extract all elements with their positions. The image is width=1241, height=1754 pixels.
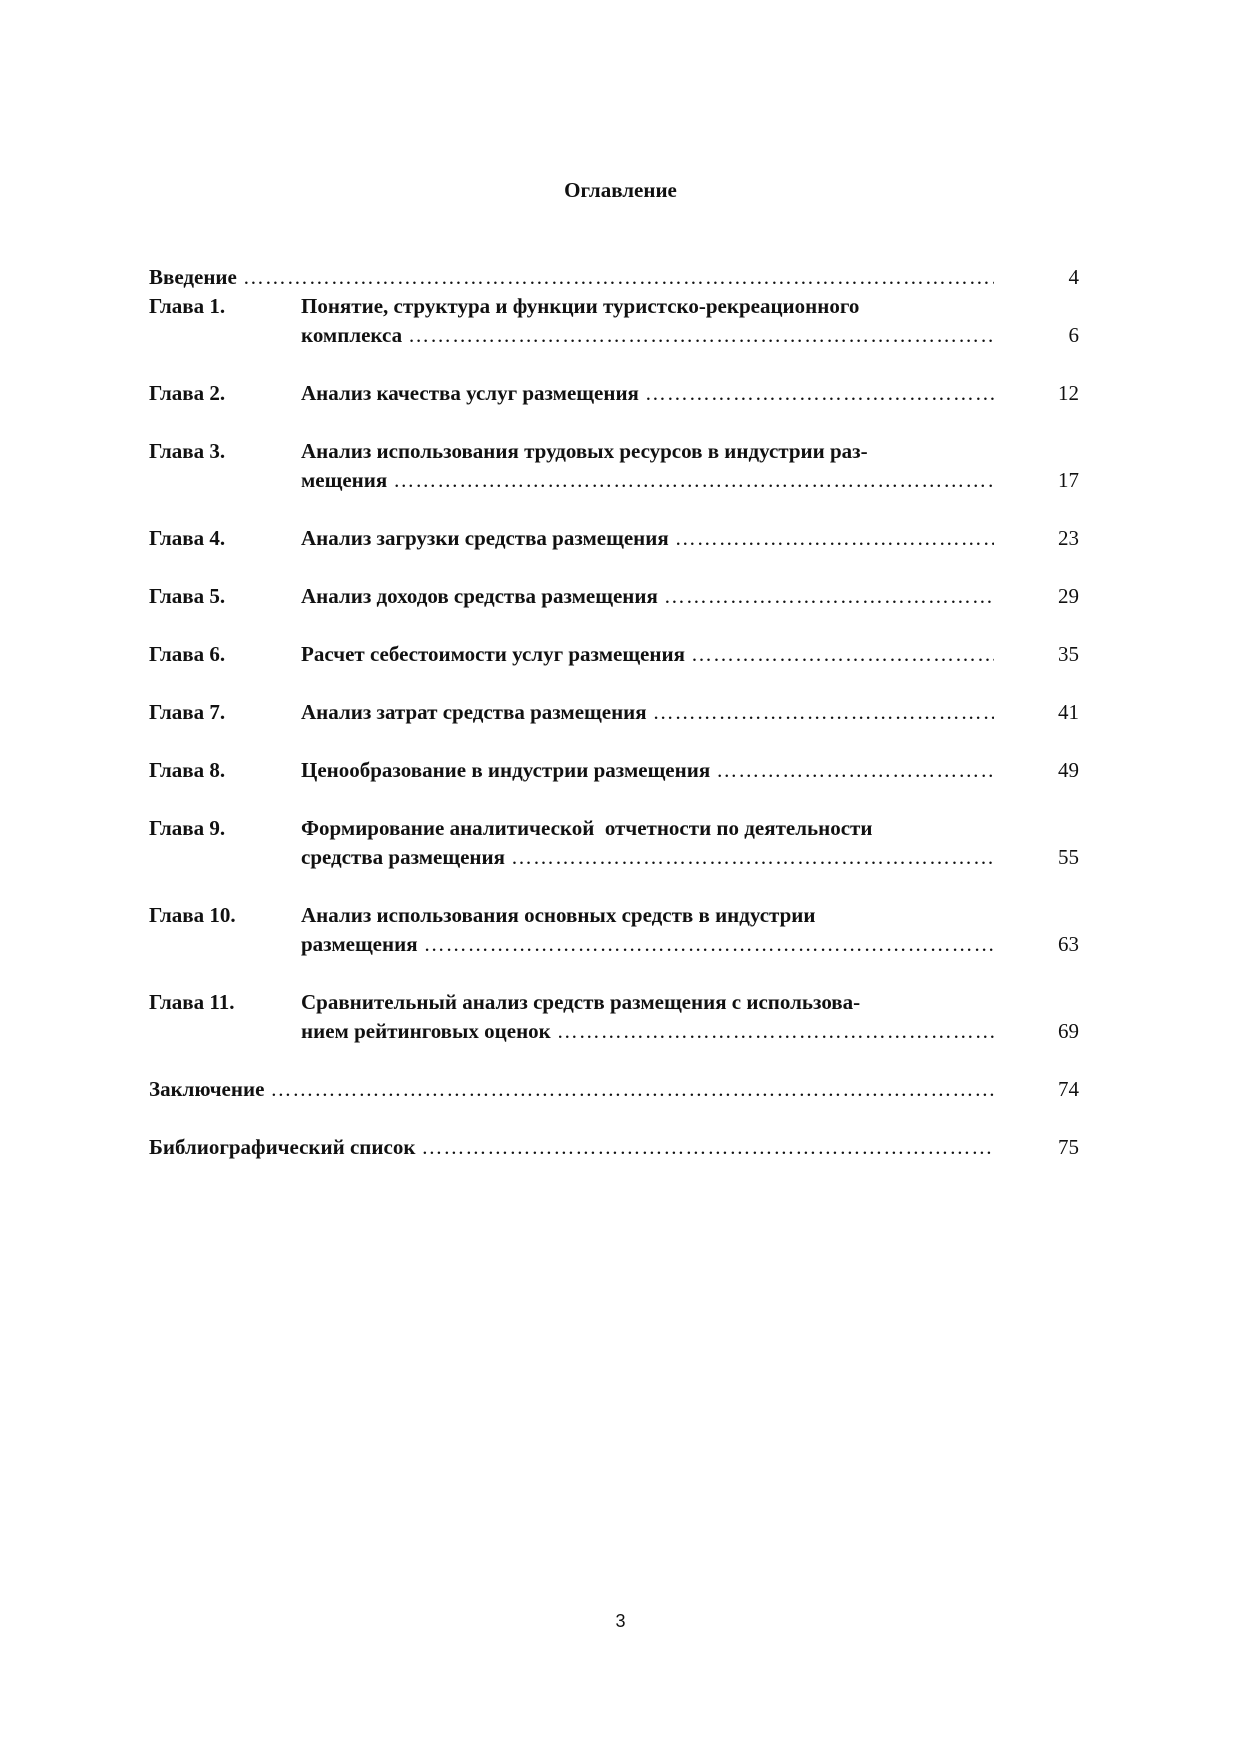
chapter-label: Глава 9. bbox=[149, 816, 226, 840]
toc-page-number: 75 bbox=[1058, 1135, 1079, 1159]
toc-page-number: 63 bbox=[1058, 932, 1079, 956]
page-title: Оглавление bbox=[564, 178, 677, 202]
chapter-title bbox=[301, 524, 994, 553]
chapter-title-line: нием рейтинговых оценок bbox=[301, 1019, 551, 1043]
chapter-title-line: комплекса bbox=[301, 323, 403, 347]
dot-leader bbox=[421, 1133, 994, 1162]
chapter-title-line: Анализ загрузки средства размещения bbox=[301, 526, 669, 550]
dot-leader bbox=[243, 263, 994, 292]
chapter-title bbox=[301, 814, 994, 872]
chapter-label: Глава 6. bbox=[149, 642, 226, 666]
toc-entry-title: Введение bbox=[149, 265, 237, 289]
toc-page-number: 69 bbox=[1058, 1019, 1079, 1043]
chapter-label: Глава 11. bbox=[149, 990, 235, 1014]
toc-entry-line bbox=[149, 263, 994, 292]
dot-leader bbox=[645, 379, 994, 408]
toc-page-number: 41 bbox=[1058, 700, 1079, 724]
toc-page-number: 17 bbox=[1058, 468, 1079, 492]
chapter-title bbox=[301, 582, 994, 611]
chapter-title-line: Формирование аналитической отчетности по деятельности bbox=[301, 816, 873, 840]
chapter-title-line: Расчет себестоимости услуг размещения bbox=[301, 642, 685, 666]
chapter-title-line: Анализ использования трудовых ресурсов в индустрии раз- bbox=[301, 439, 868, 463]
toc-page-number: 6 bbox=[1068, 323, 1079, 347]
dot-leader bbox=[424, 930, 994, 959]
dot-leader bbox=[408, 321, 994, 350]
dot-leader bbox=[691, 640, 994, 669]
chapter-label: Глава 1. bbox=[149, 294, 226, 318]
chapter-title-line: Анализ затрат средства размещения bbox=[301, 700, 647, 724]
dot-leader bbox=[511, 843, 994, 872]
dot-leader bbox=[675, 524, 994, 553]
dot-leader bbox=[393, 466, 994, 495]
chapter-title bbox=[301, 640, 994, 669]
toc-entry-line bbox=[149, 1133, 994, 1162]
dot-leader bbox=[557, 1017, 994, 1046]
chapter-title-line: средства размещения bbox=[301, 845, 505, 869]
toc-page-number: 12 bbox=[1058, 381, 1079, 405]
toc-page-number: 4 bbox=[1068, 265, 1079, 289]
dot-leader bbox=[270, 1075, 994, 1104]
chapter-title-line: Ценообразование в индустрии размещения bbox=[301, 758, 711, 782]
dot-leader bbox=[716, 756, 994, 785]
chapter-title bbox=[301, 988, 994, 1046]
toc-page-number: 23 bbox=[1058, 526, 1079, 550]
chapter-title-line: Анализ использования основных средств в индустрии bbox=[301, 903, 816, 927]
chapter-title bbox=[301, 379, 994, 408]
toc-entry-line bbox=[149, 1075, 994, 1104]
toc-page-number: 55 bbox=[1058, 845, 1079, 869]
chapter-title bbox=[301, 437, 994, 495]
chapter-label: Глава 2. bbox=[149, 381, 226, 405]
chapter-title-line: Анализ доходов средства размещения bbox=[301, 584, 658, 608]
toc-page-number: 49 bbox=[1058, 758, 1079, 782]
toc-page-number: 29 bbox=[1058, 584, 1079, 608]
chapter-title-line: Сравнительный анализ средств размещения с использова- bbox=[301, 990, 861, 1014]
chapter-label: Глава 3. bbox=[149, 439, 226, 463]
chapter-label: Глава 8. bbox=[149, 758, 226, 782]
chapter-title-line: Понятие, структура и функции туристско-рекреационного bbox=[301, 294, 860, 318]
chapter-title bbox=[301, 756, 994, 785]
chapter-title-line: мещения bbox=[301, 468, 388, 492]
chapter-title-line: Анализ качества услуг размещения bbox=[301, 381, 639, 405]
toc-entry-title: Заключение bbox=[149, 1077, 265, 1101]
toc-page-number: 35 bbox=[1058, 642, 1079, 666]
dot-leader bbox=[653, 698, 994, 727]
page-number: 3 bbox=[615, 1611, 626, 1631]
dot-leader bbox=[664, 582, 994, 611]
toc-entry-title: Библиографический список bbox=[149, 1135, 416, 1159]
chapter-title-line: размещения bbox=[301, 932, 418, 956]
chapter-title bbox=[301, 292, 994, 350]
toc-page-number: 74 bbox=[1058, 1077, 1079, 1101]
chapter-label: Глава 5. bbox=[149, 584, 226, 608]
chapter-label: Глава 7. bbox=[149, 700, 226, 724]
chapter-title bbox=[301, 698, 994, 727]
chapter-label: Глава 10. bbox=[149, 903, 236, 927]
chapter-label: Глава 4. bbox=[149, 526, 226, 550]
chapter-title bbox=[301, 901, 994, 959]
